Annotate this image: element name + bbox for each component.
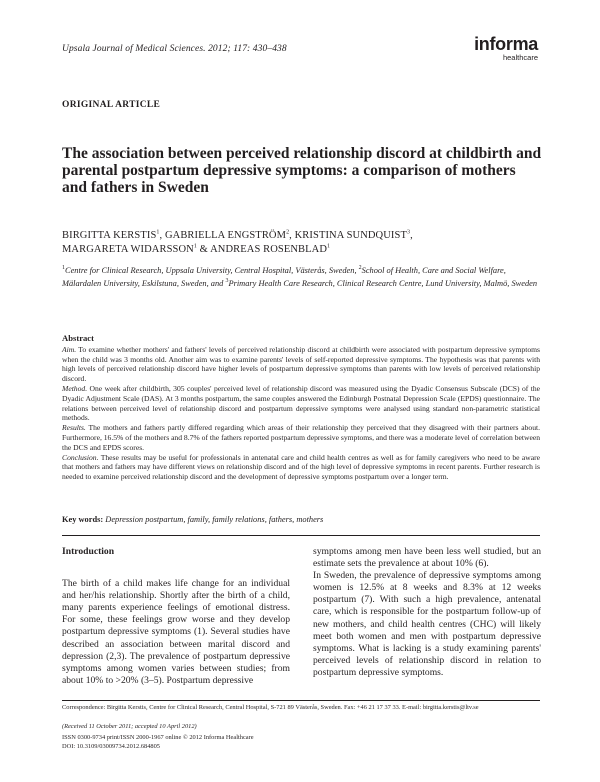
abstract-aim-text: To examine whether mothers' and fathers' levels of perceived relationship discord at childbirth were associated with postpartum depressive symptoms when the child was 3 months old. Another aim was to examine parents' levels of self-reported depressive symptoms. The hypothesis was that parents with high levels of perceived relationship discord have higher levels of postpartum depressive symptoms than parents with low levels of perceived relationship discord. xyxy=(62,344,540,384)
introduction-heading: Introduction xyxy=(62,546,115,557)
issn-line: ISSN 0300-9734 print/ISSN 2000-1967 online © 2012 Informa Healthcare xyxy=(62,734,254,741)
article-title: The association between perceived relationship discord at childbirth and parental postpartum depressive symptoms: a comparison of mothers and fathers in Sweden xyxy=(62,145,542,196)
author-separator: , xyxy=(159,230,165,241)
body-right-column xyxy=(313,546,541,679)
body-paragraph: symptoms among men have been less well studied, but an estimate sets the prevalence at about 10% (6). xyxy=(313,546,541,570)
author-list xyxy=(62,229,542,257)
correspondence-note: Correspondence: Birgitta Kerstis, Centre for Clinical Research, Central Hospital, S-721 89 Västerås, Sweden. Fax: +46 21 17 37 33. E-mail: birgitta.kerstis@ltv.se xyxy=(62,704,479,711)
body-paragraph: In Sweden, the prevalence of depressive symptoms among women is 12.5% at 8 weeks and 8.3% at 12 weeks postpartum (7). With such a high prevalence, antenatal care, which is responsible for the postpartum follow-up of new mothers, and child health centres (CHC) will likely meet both women and men with postpartum depressive symptoms. What is lacking is a study examining parents' perceived levels of relationship discord in relation to postpartum depressive symptoms. xyxy=(313,570,541,678)
keywords-label: Key words: xyxy=(62,515,104,524)
affiliations xyxy=(62,264,542,290)
keywords xyxy=(62,515,540,524)
affil-sup: 1 xyxy=(62,265,65,272)
author-separator: , xyxy=(289,230,295,241)
logo-subtitle: healthcare xyxy=(502,53,538,62)
abstract-conclusion xyxy=(62,453,540,482)
author-name: MARGARETA WIDARSSON xyxy=(62,244,194,255)
article-section-label: ORIGINAL ARTICLE xyxy=(62,100,161,110)
author-affil-sup: 2 xyxy=(286,229,290,236)
abstract-conclusion-label: Conclusion. xyxy=(62,452,99,462)
abstract-aim xyxy=(62,345,540,384)
author-separator: , xyxy=(410,230,413,241)
logo-brand: informa xyxy=(474,34,538,54)
abstract-method-label: Method. xyxy=(62,383,88,393)
received-dates: (Received 11 October 2011; accepted 10 April 2012) xyxy=(62,723,197,730)
author-affil-sup: 3 xyxy=(406,229,411,236)
affiliation-text: Centre for Clinical Research, Uppsala University, Central Hospital, Västerås, Sweden, xyxy=(65,266,359,275)
abstract xyxy=(62,334,540,482)
footnote-divider xyxy=(62,700,540,701)
author-name: GABRIELLA ENGSTRÖM xyxy=(164,230,287,241)
introduction-paragraph: The birth of a child makes life change for an individual and her/his relationship. Shortly after the birth of a child, many parents experience feelings of emotional distress. For some, these feelings grow worse and they develop postpartum depressive symptoms (1). Several studies have described an association between marital discord and depression (2,3). The prevalence of postpartum depressive symptoms among women varies between studies; from about 10% to >20% (3–5). Postpartum depressive xyxy=(62,578,290,686)
abstract-heading: Abstract xyxy=(62,333,94,343)
affiliation-text: School of Health, Care and Social Welfare, Mälardalen University, Eskilstuna, Sweden, and xyxy=(62,266,506,288)
abstract-results xyxy=(62,423,540,452)
publisher-logo xyxy=(474,35,538,62)
abstract-aim-label: Aim. xyxy=(62,344,77,354)
keywords-divider xyxy=(62,535,540,536)
author-affil-sup: 1 xyxy=(327,243,331,250)
doi-line: DOI: 10.3109/03009734.2012.684805 xyxy=(62,743,160,750)
abstract-method-text: One week after childbirth, 305 couples' perceived level of relationship discord was measured using the Dyadic Consensus Subscale (DCS) of the Dyadic Adjustment Scale (DAS). At 3 months postpartum, the same couples answered the Edinburgh Postnatal Depression Scale (EPDS) questionnaire. The relations between perceived level of relationship discord and postpartum depressive symptoms were analysed using standard non-parametric statistical methods. xyxy=(62,383,540,423)
author-name: BIRGITTA KERSTIS xyxy=(62,230,157,241)
affil-sup: 3 xyxy=(225,278,229,285)
abstract-conclusion-text: These results may be useful for professionals in antenatal care and child health centres as well as for family caregivers who need to be aware that mothers and fathers may have different views on relationship discord and of the high level of depressive symptoms in recent parents. Further research is needed to examine perceived relationship discord and the development of depressive symptoms postpartum over a longer term. xyxy=(62,452,540,482)
abstract-results-text: The mothers and fathers partly differed regarding which areas of their relationship they perceived that they disagreed with their partners about. Furthermore, 16.5% of the mothers and 8.7% of the fathers reported postpartum depressive symptoms, and there was a moderate level of correlation between the DCS and EPDS scores. xyxy=(62,423,540,452)
author-separator: & xyxy=(196,244,211,255)
abstract-method xyxy=(62,384,540,423)
author-affil-sup: 1 xyxy=(156,229,160,236)
abstract-results-label: Results. xyxy=(62,423,86,433)
body-left-column xyxy=(62,546,290,687)
affiliation-text: Primary Health Care Research, Clinical Research Centre, Lund University, Malmö, Sweden xyxy=(228,279,538,288)
author-affil-sup: 1 xyxy=(193,243,197,250)
affil-sup: 2 xyxy=(358,265,362,272)
journal-citation: Upsala Journal of Medical Sciences. 2012; 117: 430–438 xyxy=(62,44,287,54)
author-name: KRISTINA SUNDQUIST xyxy=(294,230,407,241)
keywords-text: Depression postpartum, family, family relations, fathers, mothers xyxy=(105,515,324,524)
author-name: ANDREAS ROSENBLAD xyxy=(210,244,328,255)
